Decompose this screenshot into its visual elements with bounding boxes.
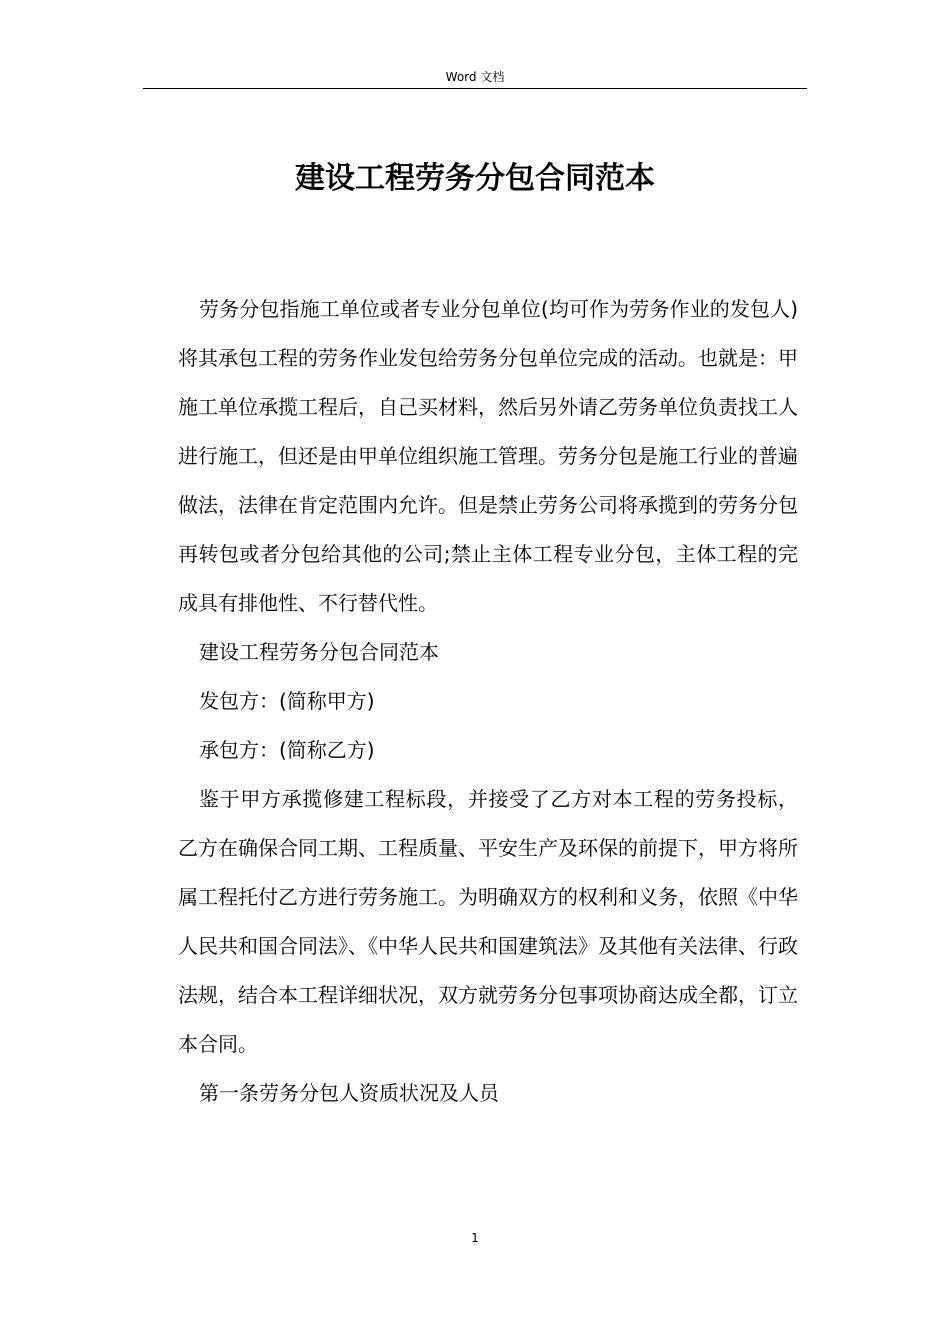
document-title: 建设工程劳务分包合同范本 (295, 161, 655, 196)
header-divider (143, 88, 807, 89)
page-header: Word 文档 (445, 70, 505, 84)
paragraph-preamble: 鉴于甲方承揽修建工程标段，并接受了乙方对本工程的劳务投标，乙方在确保合同工期、工程质量、平安生产及环保的前提下，甲方将所属工程托付乙方进行劳务施工。为明确双方的权利和义务，依照《中华人民共和国合同法》、《中华人民共和国建筑法》及其他有关法律、行政法规，结合本工程详细状况，双方就劳务分包事项协商达成全都，订立本合同。 (178, 787, 798, 1056)
paragraph-definition: 劳务分包指施工单位或者专业分包单位(均可作为劳务作业的发包人)将其承包工程的劳务作业发包给劳务分包单位完成的活动。也就是：甲施工单位承揽工程后，自己买材料，然后另外请乙劳务单位负责找工人进行施工，但还是由甲单位组织施工管理。劳务分包是施工行业的普遍做法，法律在肯定范围内允许。但是禁止劳务公司将承揽到的劳务分包再转包或者分包给其他的公司;禁止主体工程专业分包，主体工程的完成具有排他性、不行替代性。 (178, 297, 798, 615)
document-body (178, 285, 798, 1118)
paragraph-party-a: 发包方：(简称甲方) (199, 689, 375, 713)
paragraph-article-one: 第一条劳务分包人资质状况及人员 (199, 1081, 499, 1105)
paragraph-contract-heading: 建设工程劳务分包合同范本 (199, 640, 439, 664)
page-number: 1 (471, 1231, 479, 1245)
paragraph-party-b: 承包方：(简称乙方) (199, 738, 375, 762)
